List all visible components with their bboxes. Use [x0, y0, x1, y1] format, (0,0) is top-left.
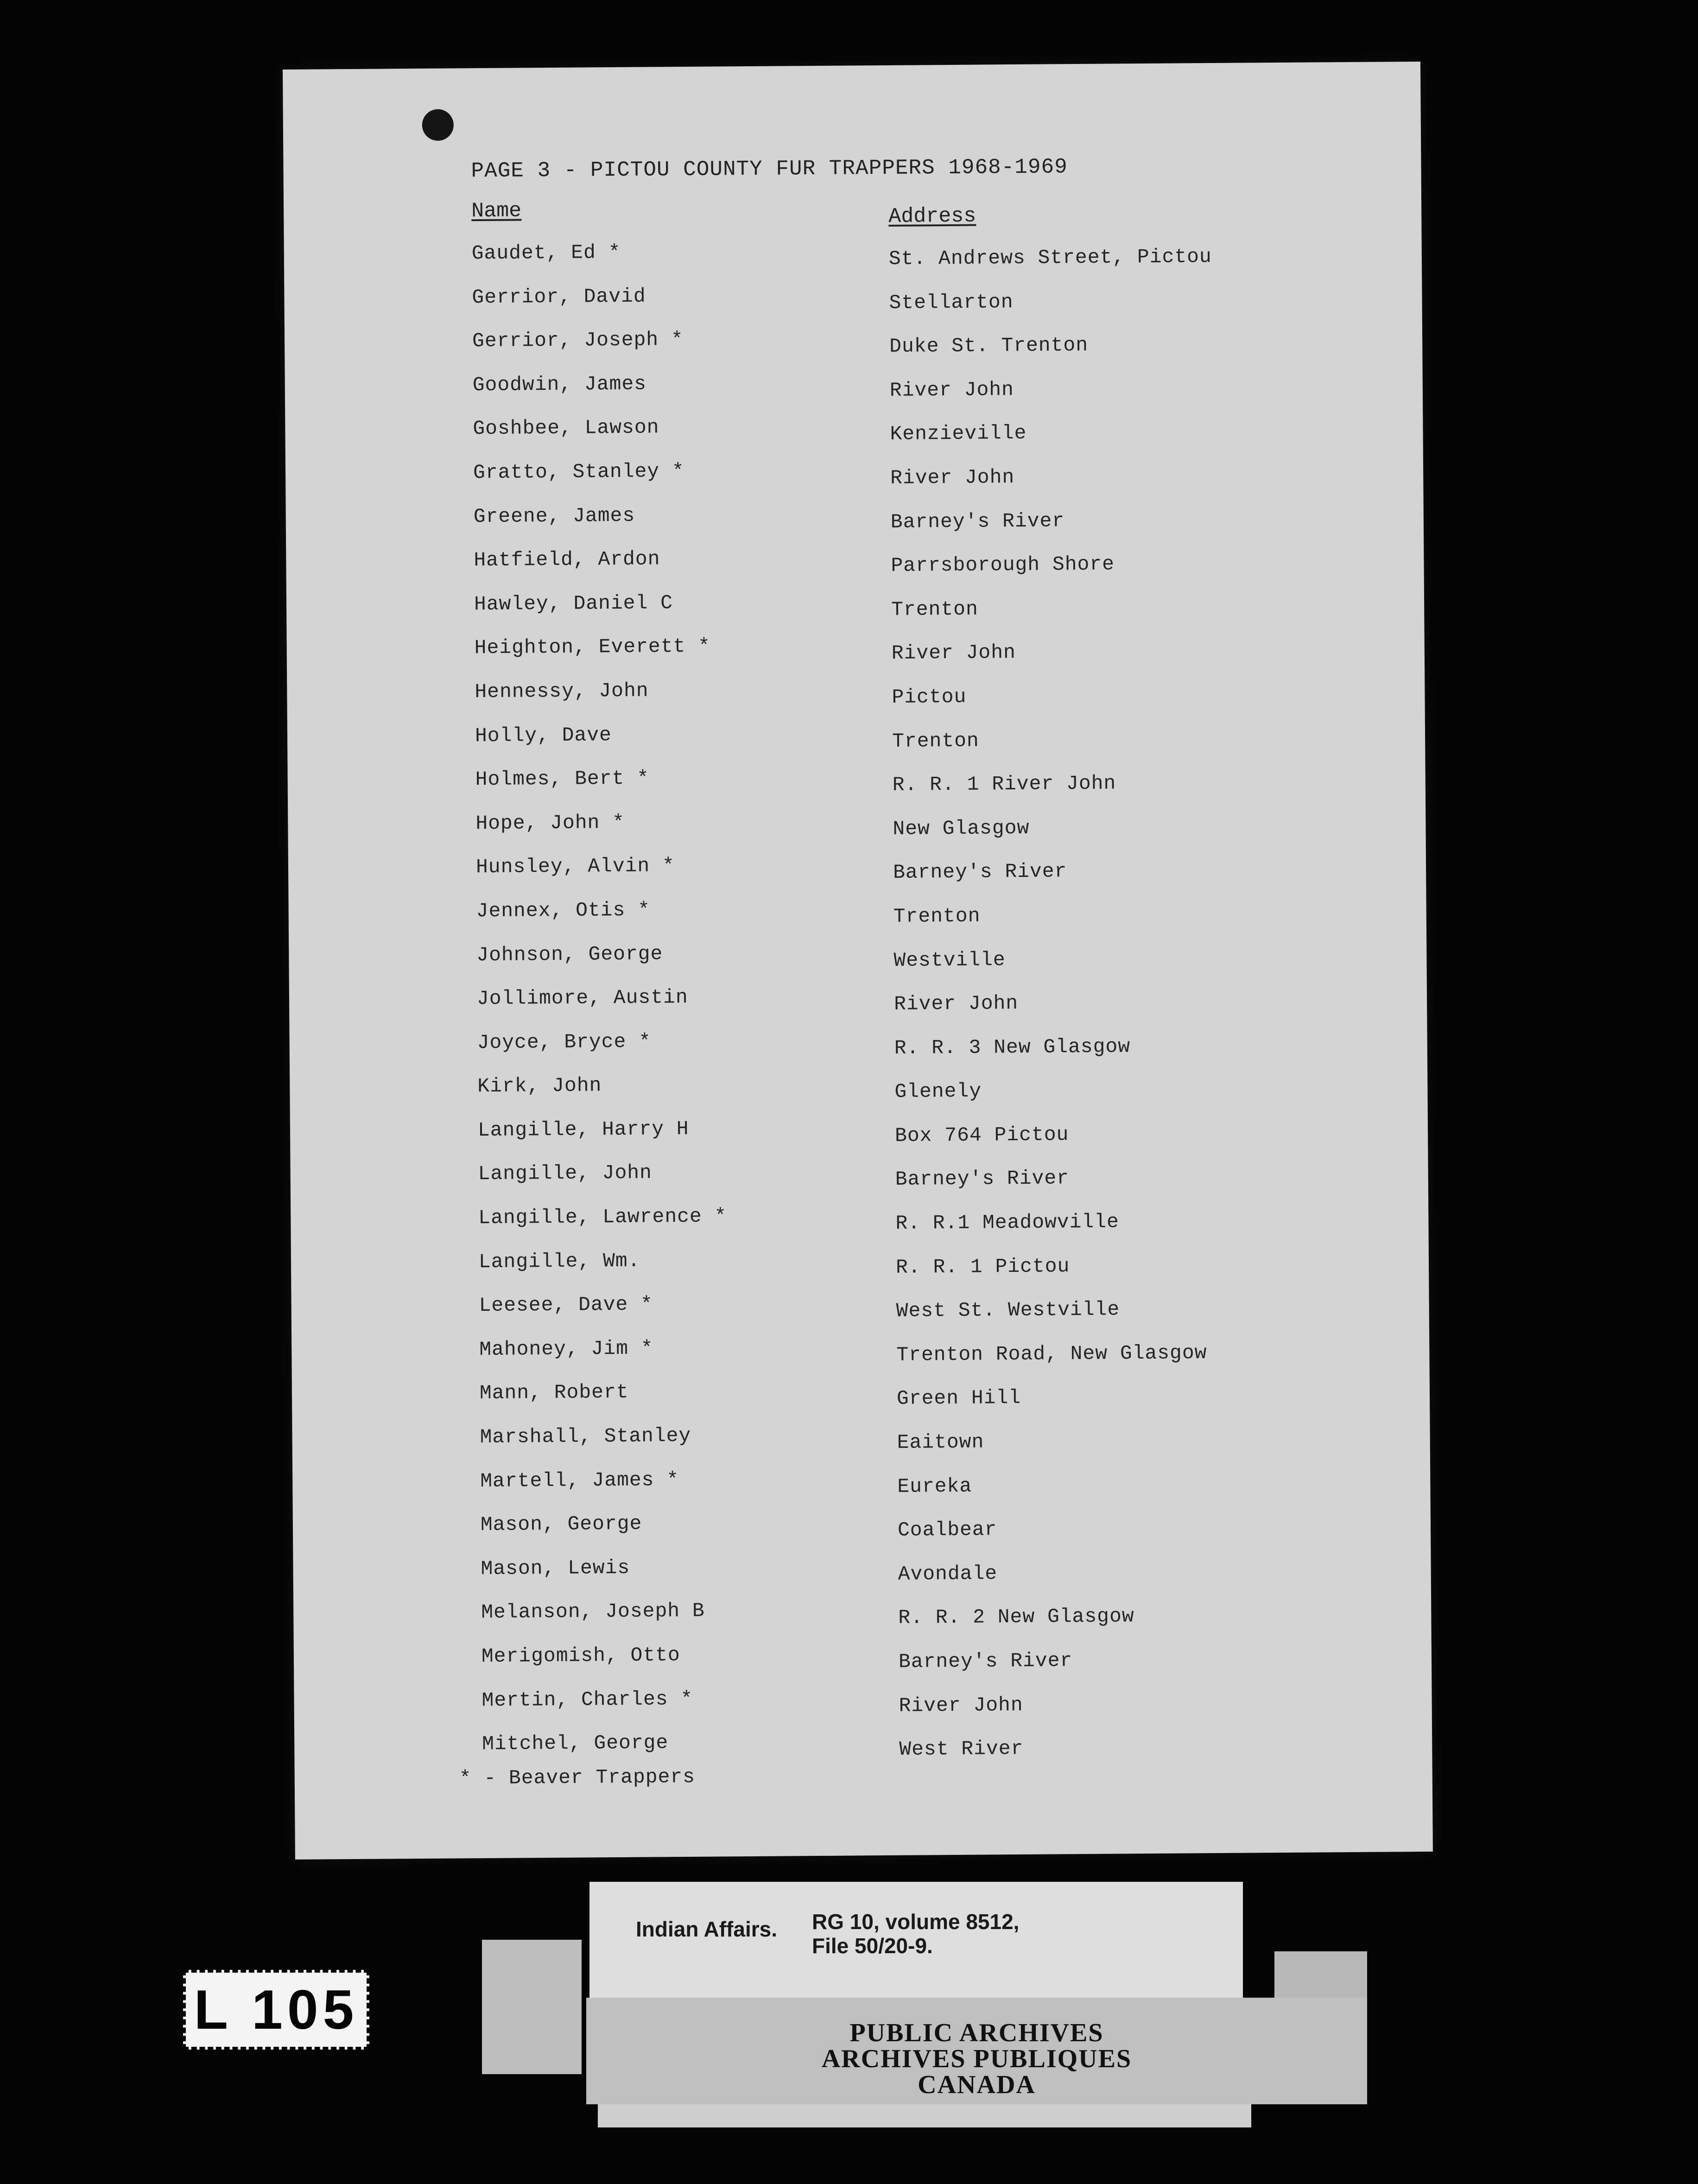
stamp-line-3: CANADA	[918, 2070, 1036, 2099]
trapper-name: Goshbee, Lawson	[473, 416, 659, 440]
trapper-name: Martell, James *	[480, 1468, 679, 1492]
trapper-address: West River	[899, 1737, 1024, 1761]
list-item	[293, 1507, 1431, 1559]
trapper-address: R. R.1 Meadowville	[895, 1210, 1120, 1235]
trapper-address: New Glasgow	[893, 816, 1030, 840]
trapper-address: R. R. 3 New Glasgow	[894, 1035, 1131, 1060]
list-item	[284, 235, 1422, 287]
list-item	[292, 1463, 1431, 1515]
trapper-address: Trenton	[892, 729, 979, 753]
department-label: Indian Affairs.	[636, 1917, 777, 1941]
trapper-name: Goodwin, James	[472, 372, 647, 396]
list-item	[285, 411, 1423, 463]
trapper-name: Holly, Dave	[475, 723, 612, 747]
trapper-address: Barney's River	[890, 509, 1065, 533]
trapper-name: Gaudet, Ed *	[471, 241, 621, 265]
trapper-address: Eureka	[897, 1474, 972, 1498]
trapper-address: Westville	[893, 948, 1006, 972]
trapper-address: River John	[893, 992, 1019, 1016]
trapper-name: Melanson, Joseph B	[481, 1600, 705, 1624]
trapper-name: Johnson, George	[476, 942, 663, 966]
list-item	[287, 674, 1425, 726]
list-item	[292, 1419, 1430, 1471]
trapper-address: Coalbear	[897, 1518, 997, 1542]
list-item	[286, 498, 1424, 550]
trapper-name: Mitchel, George	[482, 1731, 669, 1756]
trapper-address: Box 764 Pictou	[894, 1123, 1069, 1147]
trapper-address: Barney's River	[893, 860, 1067, 884]
trapper-address: River John	[890, 465, 1015, 489]
trapper-address: Trenton	[891, 597, 978, 621]
trapper-address: West St. Westville	[896, 1298, 1120, 1323]
trapper-name: Gerrior, David	[472, 285, 646, 309]
footnote: * - Beaver Trappers	[459, 1765, 696, 1790]
reference-line-2: File 50/20-9.	[812, 1934, 933, 1958]
trapper-address: St. Andrews Street, Pictou	[888, 245, 1212, 270]
list-item	[291, 1244, 1429, 1295]
trapper-address: Pictou	[892, 685, 967, 709]
trapper-name: Mertin, Charles *	[482, 1687, 693, 1712]
stamp-line-1: PUBLIC ARCHIVES	[849, 2019, 1104, 2047]
trapper-name: Jollimore, Austin	[476, 986, 688, 1010]
trapper-address: Trenton	[893, 904, 981, 928]
trapper-address: Duke St. Trenton	[889, 334, 1089, 358]
trapper-name: Gratto, Stanley *	[473, 459, 684, 484]
list-item	[288, 762, 1426, 813]
list-item	[286, 542, 1424, 594]
trapper-name: Mahoney, Jim *	[479, 1337, 653, 1361]
trapper-address: Green Hill	[896, 1386, 1021, 1410]
trapper-address: Eaitown	[897, 1430, 984, 1454]
trapper-address: Kenzieville	[890, 422, 1027, 446]
trapper-name: Mason, George	[480, 1512, 642, 1536]
trapper-name: Hatfield, Ardon	[474, 547, 660, 572]
trapper-name: Jennex, Otis *	[476, 898, 651, 923]
trapper-address: Barney's River	[895, 1167, 1070, 1191]
list-item	[290, 1068, 1428, 1120]
trapper-name: Hope, John *	[475, 811, 625, 835]
list-item	[287, 630, 1425, 682]
trapper-name: Joyce, Bryce *	[477, 1030, 652, 1054]
trapper-address: River John	[889, 378, 1014, 402]
trapper-address: River John	[899, 1693, 1023, 1717]
list-item	[291, 1332, 1430, 1384]
trapper-address: River John	[891, 641, 1016, 665]
trapper-name: Langille, Lawrence *	[478, 1205, 727, 1230]
list-item	[289, 937, 1427, 989]
trapper-name: Leesee, Dave *	[479, 1293, 653, 1317]
list-item	[285, 323, 1423, 375]
trapper-address: Stellarton	[889, 290, 1014, 314]
trapper-name: Mann, Robert	[479, 1381, 629, 1405]
reference-label	[589, 1882, 1243, 2012]
archive-label-backing	[482, 1940, 582, 2074]
stamp-line-2: ARCHIVES PUBLIQUES	[821, 2044, 1132, 2073]
trapper-address: Parrsborough Shore	[891, 552, 1115, 578]
trapper-name: Merigomish, Otto	[481, 1644, 680, 1668]
trapper-list	[284, 235, 1432, 1778]
trapper-name: Langille, Harry H	[477, 1117, 689, 1142]
list-item	[288, 806, 1426, 857]
list-item	[294, 1638, 1432, 1690]
list-item	[286, 586, 1425, 638]
column-header-address: Address	[888, 204, 976, 229]
list-item	[290, 1156, 1428, 1208]
trapper-address: Barney's River	[898, 1649, 1073, 1673]
trapper-name: Langille, Wm.	[478, 1249, 640, 1273]
trapper-name: Langille, John	[478, 1161, 653, 1186]
archive-label-strip	[598, 2104, 1251, 2127]
trapper-address: R. R. 1 Pictou	[895, 1254, 1070, 1279]
trapper-name: Heighton, Everett *	[474, 635, 711, 660]
archive-stamp	[586, 1998, 1367, 2104]
trapper-name: Marshall, Stanley	[480, 1424, 691, 1449]
trapper-name: Mason, Lewis	[481, 1556, 630, 1580]
trapper-address: R. R. 1 River John	[892, 772, 1116, 796]
page-title: PAGE 3 - PICTOU COUNTY FUR TRAPPERS 1968-1969	[471, 155, 1068, 184]
list-item	[293, 1551, 1431, 1603]
trapper-address: Avondale	[898, 1562, 998, 1586]
reference-number	[812, 1910, 1019, 1958]
punch-hole	[422, 109, 454, 140]
list-item	[294, 1682, 1432, 1734]
column-header-name: Name	[471, 199, 522, 223]
list-item	[290, 1024, 1428, 1076]
list-item	[287, 717, 1426, 769]
trapper-name: Hawley, Daniel C	[474, 591, 673, 616]
document-page	[283, 62, 1433, 1860]
trapper-name: Gerrior, Joseph *	[472, 328, 684, 353]
list-item	[293, 1594, 1432, 1646]
trapper-name: Kirk, John	[477, 1074, 602, 1098]
list-item	[291, 1288, 1429, 1340]
list-item	[291, 1200, 1429, 1252]
trapper-name: Hunsley, Alvin *	[475, 854, 675, 879]
trapper-address: R. R. 2 New Glasgow	[898, 1605, 1134, 1630]
trapper-name: Holmes, Bert *	[475, 767, 650, 791]
trapper-name: Hennessy, John	[475, 679, 649, 704]
frame-number: L 105	[183, 1970, 369, 2050]
list-item	[290, 1112, 1428, 1164]
list-item	[289, 981, 1427, 1033]
list-item	[292, 1375, 1430, 1427]
trapper-name: Greene, James	[473, 504, 635, 528]
list-item	[285, 367, 1423, 419]
list-item	[285, 455, 1424, 507]
reference-line-1: RG 10, volume 8512,	[812, 1910, 1020, 1934]
trapper-address: Trenton Road, New Glasgow	[896, 1341, 1207, 1366]
list-item	[288, 849, 1426, 901]
trapper-address: Glenely	[894, 1079, 982, 1104]
list-item	[289, 893, 1427, 945]
list-item	[284, 279, 1422, 331]
